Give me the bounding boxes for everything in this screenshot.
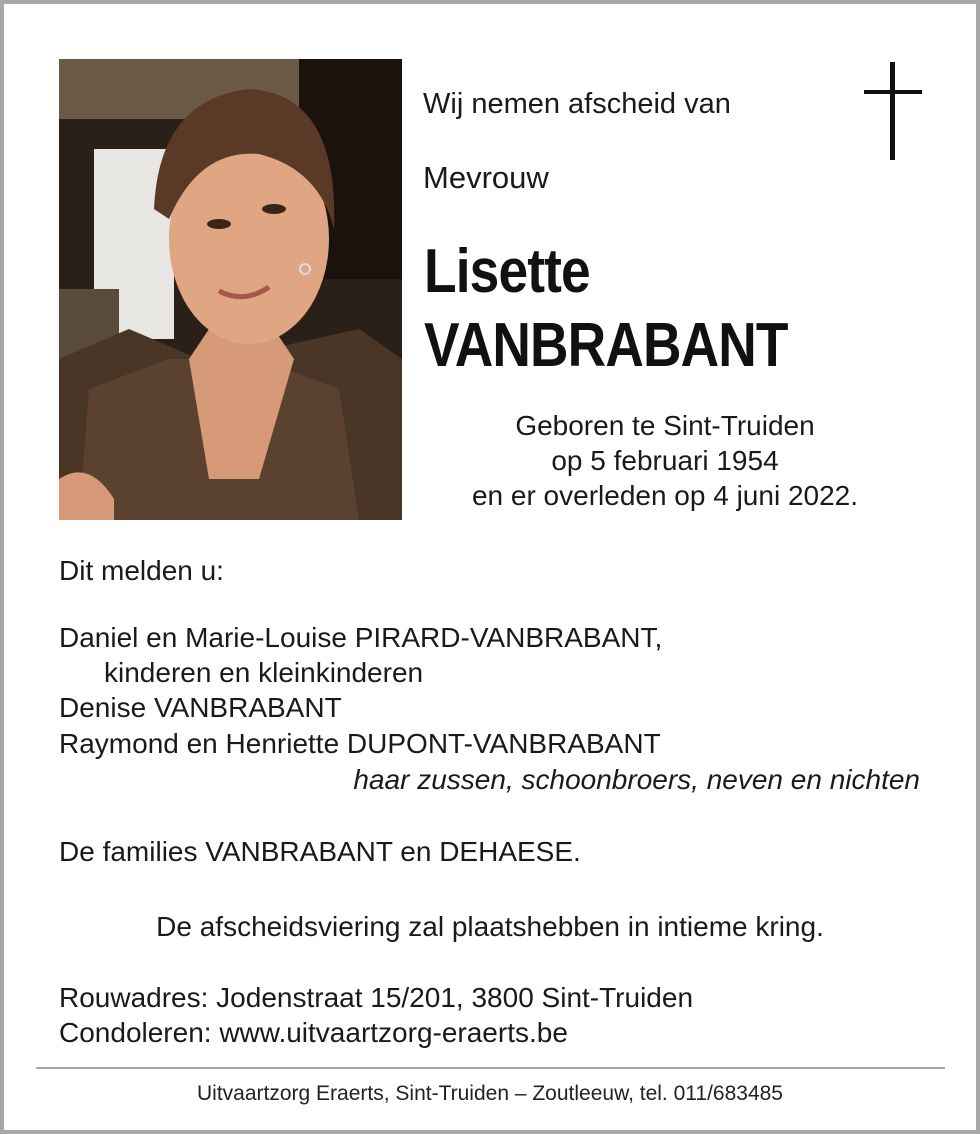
birth-line-2: op 5 februari 1954 <box>551 445 779 476</box>
announce-text: Dit melden u: <box>59 555 224 586</box>
family-relation: haar zussen, schoonbroers, neven en nichten <box>353 764 920 795</box>
footer-divider <box>36 1067 945 1069</box>
last-name: VANBRABANT <box>424 311 788 380</box>
family-line-1: Daniel en Marie-Louise PIRARD-VANBRABANT, <box>59 622 663 653</box>
cross-icon <box>864 62 922 160</box>
condolences-text: Condoleren: www.uitvaartzorg-eraerts.be <box>59 1017 568 1048</box>
birth-line-3: en er overleden op 4 juni 2022. <box>471 480 859 511</box>
families-line: De families VANBRABANT en DEHAESE. <box>59 836 581 867</box>
family-line-2: Denise VANBRABANT <box>59 692 342 723</box>
ceremony-text: De afscheidsviering zal plaatshebben in intieme kring. <box>156 911 824 942</box>
birth-line-1: Geboren te Sint-Truiden <box>515 410 815 441</box>
intro-text: Wij nemen afscheid van <box>423 88 731 120</box>
family-line-3: Raymond en Henriette DUPONT-VANBRABANT <box>59 728 661 759</box>
title-text: Mevrouw <box>423 160 549 195</box>
birth-death-block <box>400 408 930 513</box>
portrait-photo <box>59 59 402 520</box>
family-line-1-sub: kinderen en kleinkinderen <box>104 657 424 688</box>
first-name: Lisette <box>424 237 590 306</box>
footer-text: Uitvaartzorg Eraerts, Sint-Truiden – Zoutleeuw, tel. 011/683485 <box>197 1082 783 1105</box>
address-text: Rouwadres: Jodenstraat 15/201, 3800 Sint-Truiden <box>59 982 694 1013</box>
